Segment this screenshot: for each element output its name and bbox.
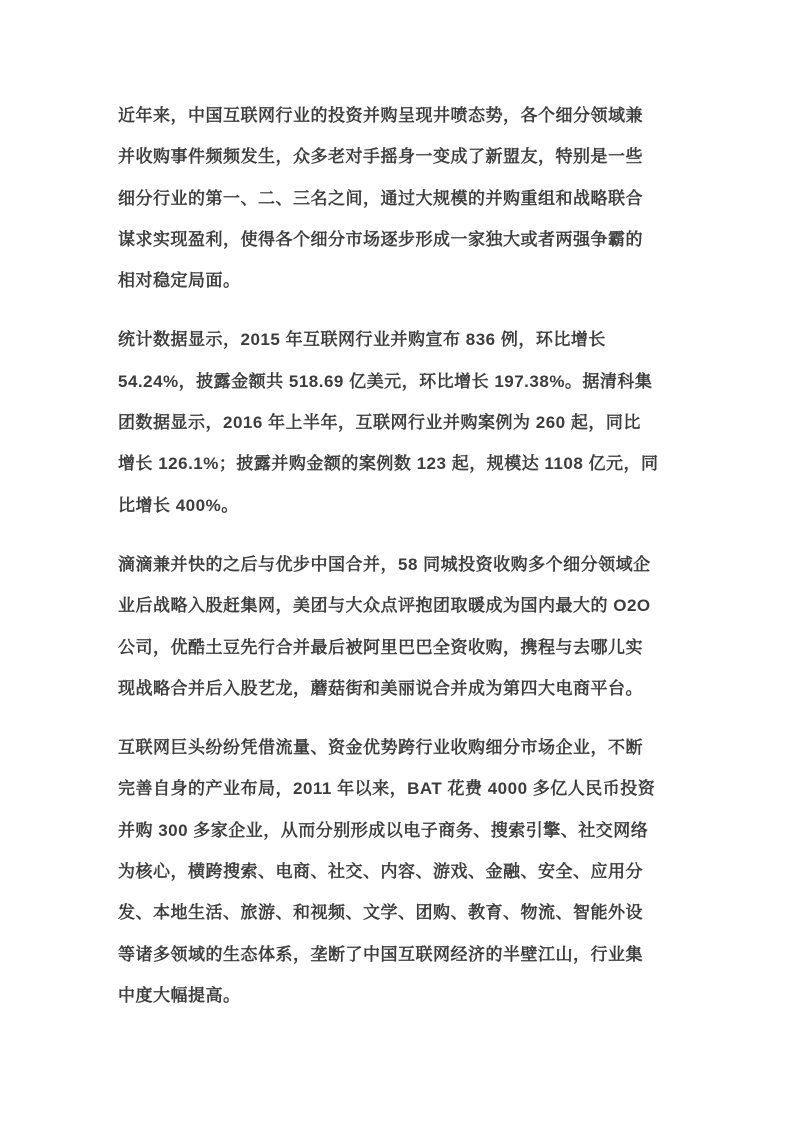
- paragraph: [118, 319, 680, 525]
- text-line: 发、本地生活、旅游、和视频、文学、团购、教育、物流、智能外设: [118, 903, 643, 923]
- document-body: [118, 95, 680, 1034]
- paragraph: [118, 95, 680, 301]
- text-line: 等诸多领域的生态体系，垄断了中国互联网经济的半壁江山，行业集: [118, 944, 643, 964]
- text-line: 并收购事件频频发生，众多老对手摇身一变成了新盟友，特别是一些: [118, 147, 643, 167]
- text-line: 相对稳定局面。: [118, 271, 241, 291]
- text-line: 比增长 400%。: [118, 495, 239, 515]
- text-line: 公司，优酷土豆先行合并最后被阿里巴巴全资收购，携程与去哪儿实: [118, 637, 643, 657]
- text-line: 增长 126.1%；披露并购金额的案例数 123 起，规模达 1108 亿元，同: [118, 454, 659, 474]
- text-line: 团数据显示，2016 年上半年，互联网行业并购案例为 260 起，同比: [118, 413, 641, 433]
- text-line: 滴滴兼并快的之后与优步中国合并，58 同城投资收购多个细分领域企: [118, 554, 651, 574]
- text-line: 统计数据显示，2015 年互联网行业并购宣布 836 例，环比增长: [118, 330, 606, 350]
- text-line: 谋求实现盈利，使得各个细分市场逐步形成一家独大或者两强争霸的: [118, 229, 643, 249]
- text-line: 现战略合并后入股艺龙，蘑菇街和美丽说合并成为第四大电商平台。: [118, 678, 643, 698]
- paragraph: [118, 544, 680, 709]
- text-line: 互联网巨头纷纷凭借流量、资金优势跨行业收购细分市场企业，不断: [118, 738, 643, 758]
- paragraph: [118, 727, 680, 1016]
- text-line: 为核心，横跨搜索、电商、社交、内容、游戏、金融、安全、应用分: [118, 862, 643, 882]
- text-line: 完善自身的产业布局，2011 年以来，BAT 花费 4000 多亿人民币投资: [118, 779, 656, 799]
- text-line: 54.24%，披露金额共 518.69 亿美元，环比增长 197.38%。据清科集: [118, 371, 653, 391]
- text-line: 中度大幅提高。: [118, 985, 241, 1005]
- text-line: 细分行业的第一、二、三名之间，通过大规模的并购重组和战略联合: [118, 188, 643, 208]
- text-line: 业后战略入股赶集网，美团与大众点评抱团取暖成为国内最大的 O2O: [118, 596, 651, 616]
- text-line: 并购 300 多家企业，从而分别形成以电子商务、搜索引擎、社交网络: [118, 820, 649, 840]
- text-line: 近年来，中国互联网行业的投资并购呈现井喷态势，各个细分领域兼: [118, 106, 643, 125]
